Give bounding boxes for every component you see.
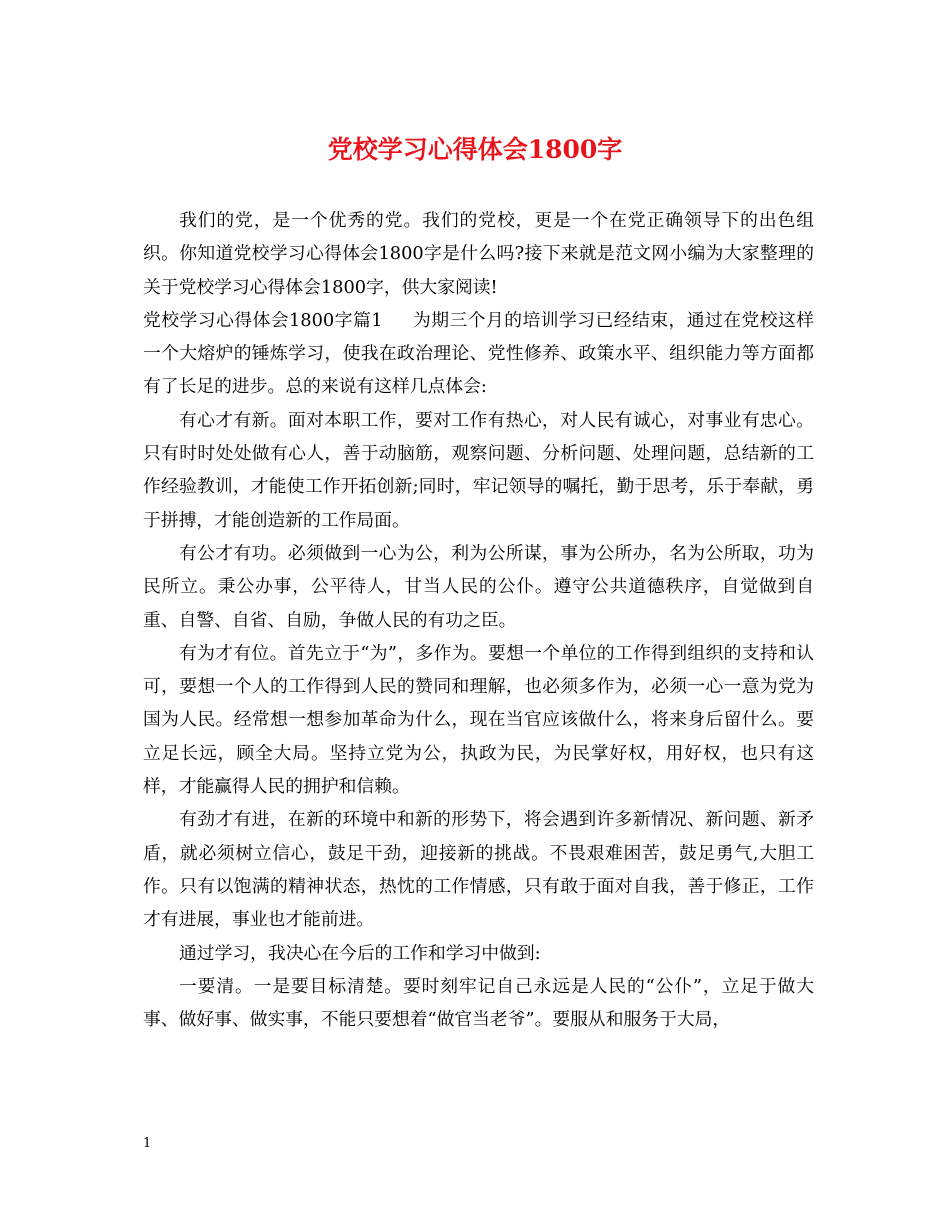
paragraph-action: 有为才有位。首先立于“为”，多作为。要想一个单位的工作得到组织的支持和认可，要想一个人的工作得到人民的赞同和理解，也必须多作为，必须一心一意为党为国为人民。经常想一想参加革命为什么，现在当官应该做什么，将来身后留什么。要立足长远，顾全大局。坚持立党为公，执政为民，为民掌好权，用好权，也只有这样，才能赢得人民的拥护和信赖。 <box>143 642 814 798</box>
paragraph-resolve: 通过学习，我决心在今后的工作和学习中做到: <box>179 942 541 964</box>
paragraph-heart: 有心才有新。面对本职工作，要对工作有热心，对人民有诚心，对事业有忠心。只有时时处处做有心人，善于动脑筋，观察问题、分析问题、处理问题，总结新的工作经验教训，才能使工作开拓创新;同时，牢记领导的嘱托，勤于思考，乐于奉献，勇于拼搏，才能创造新的工作局面。 <box>143 409 814 531</box>
section-label: 党校学习心得体会1800字篇1 <box>143 309 383 331</box>
section-paragraph <box>143 304 814 404</box>
page-number: 1 <box>143 1136 152 1151</box>
document-body <box>143 204 814 1036</box>
document-title: 党校学习心得体会1800字 <box>327 135 623 164</box>
paragraph-energy: 有劲才有进，在新的环境中和新的形势下，将会遇到许多新情况、新问题、新矛盾，就必须树立信心，鼓足干劲，迎接新的挑战。不畏艰难困苦，鼓足勇气,大胆工作。只有以饱满的精神状态，热忱的工作情感，只有敢于面对自我，善于修正，工作才有进展，事业也才能前进。 <box>143 809 814 931</box>
paragraph-clear: 一要清。一是要目标清楚。要时刻牢记自己永远是人民的“公仆”，立足于做大事、做好事、做实事，不能只要想着“做官当老爷”。要服从和服务于大局， <box>143 975 814 1031</box>
intro-paragraph: 我们的党，是一个优秀的党。我们的党校，更是一个在党正确领导下的出色组织。你知道党校学习心得体会1800字是什么吗?接下来就是范文网小编为大家整理的关于党校学习心得体会1800字，供大家阅读! <box>143 210 814 298</box>
paragraph-public: 有公才有功。必须做到一心为公，利为公所谋，事为公所办，名为公所取，功为民所立。秉公办事，公平待人，甘当人民的公仆。遵守公共道德秩序，自觉做到自重、自警、自省、自励，争做人民的有功之臣。 <box>143 542 814 631</box>
section-text: 为期三个月的培训学习已经结束，通过在党校这样一个大熔炉的锤炼学习，使我在政治理论、党性修养、政策水平、组织能力等方面都有了长足的进步。总的来说有这样几点体会: <box>143 309 814 398</box>
